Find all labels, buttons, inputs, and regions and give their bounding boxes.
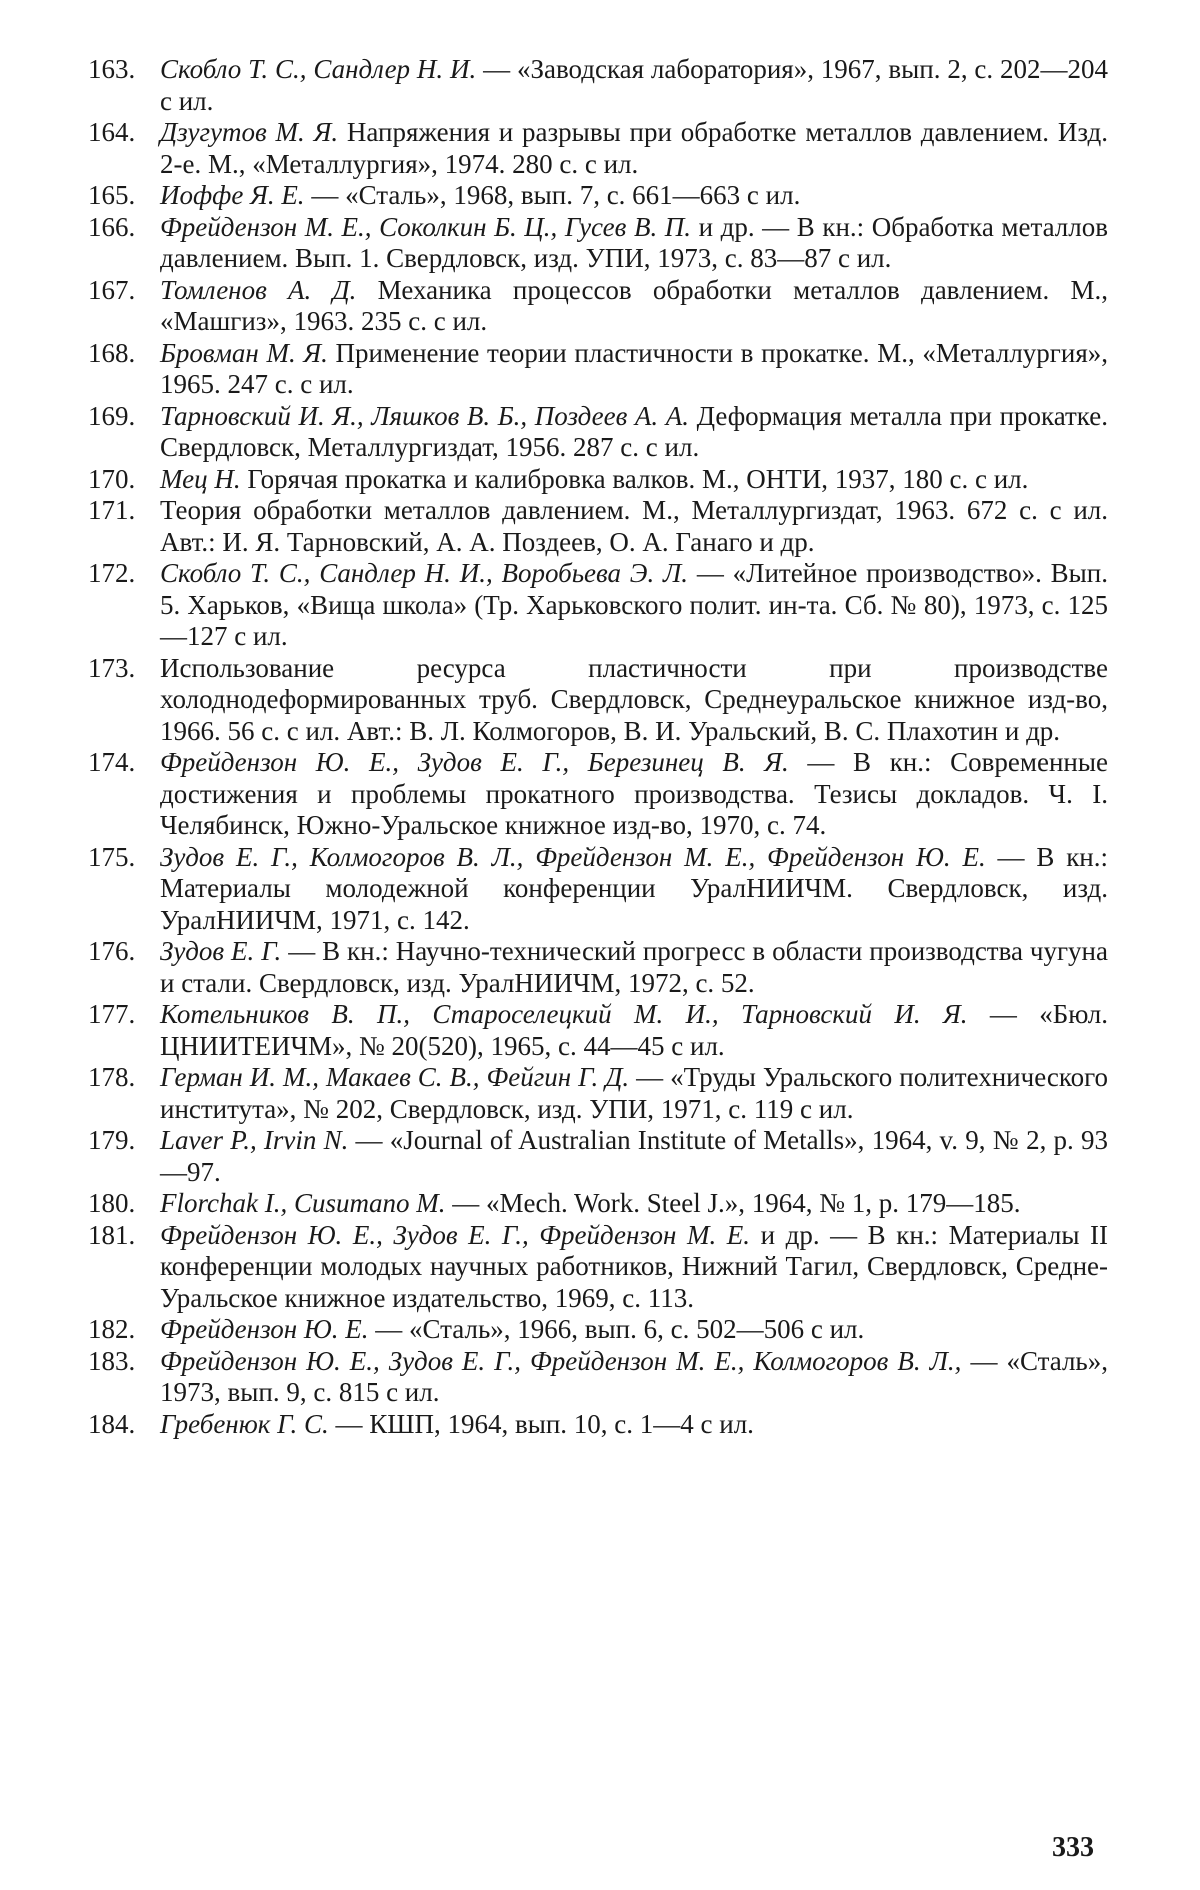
reference-text: и др. — В кн.: Материалы II конференции молодых научных работников, Нижний Тагил, Свердловск, Средне-Уральское книжное издательство, 1969, с. 113. (160, 1219, 1109, 1313)
reference-item (88, 653, 1108, 748)
reference-authors: Иоффе Я. Е. (160, 180, 305, 210)
reference-number: 178. (88, 1062, 136, 1092)
reference-authors: Бровман М. Я. (160, 337, 328, 368)
reference-authors: Томленов А. Д. (160, 274, 357, 305)
reference-number: 165. (88, 180, 136, 210)
reference-text: Горячая прокатка и калибровка валков. М., ОНТИ, 1937, 180 с. с ил. (240, 463, 1029, 494)
reference-item (88, 401, 1108, 464)
reference-number: 173. (88, 652, 136, 683)
reference-authors: Фрейдензон М. Е., Соколкин Б. Ц., Гусев В. П. (160, 211, 692, 242)
reference-item (88, 558, 1108, 653)
reference-number: 164. (88, 117, 136, 147)
reference-authors: Скобло Т. С., Сандлер Н. И. (160, 54, 477, 84)
reference-number: 174. (88, 747, 136, 777)
reference-item (88, 1125, 1108, 1188)
reference-number: 172. (88, 558, 136, 588)
reference-item (88, 999, 1108, 1062)
reference-authors: Гребенюк Г. С. (160, 1408, 329, 1439)
reference-item (88, 1346, 1108, 1409)
reference-text: и др. — В кн.: Обработка металлов давлением. Вып. 1. Свердловск, изд. УПИ, 1973, с. 83—87 с ил. (160, 211, 1108, 273)
reference-text: — В кн.: Материалы молодежной конференции УралНИИЧМ. Свердловск, изд. УралНИИЧМ, 1971, с. 142. (160, 841, 1109, 935)
reference-authors: Герман И. М., Макаев С. В., Фейгин Г. Д. (160, 1062, 630, 1092)
reference-text: — «Сталь», 1973, вып. 9, с. 815 с ил. (160, 1345, 1108, 1407)
reference-authors: Зудов Е. Г., Колмогоров В. Л., Фрейдензон М. Е., Фрейдензон Ю. Е. (160, 841, 986, 872)
reference-text: Использование ресурса пластичности при производстве холоднодеформированных труб. Свердловск, Среднеуральское книжное изд-во, 1966. 56 с. с ил. Авт.: В. Л. Колмогоров, В. И. Уральский, В. С. Плахотин и др. (160, 652, 1108, 746)
reference-number: 183. (88, 1345, 136, 1376)
reference-number: 171. (88, 495, 136, 525)
reference-authors: Тарновский И. Я., Ляшков В. Б., Поздеев А. А. (160, 400, 690, 431)
reference-text: — «Journal of Australian Institute of Metalls», 1964, v. 9, № 2, p. 93—97. (160, 1125, 1108, 1187)
reference-number: 176. (88, 936, 136, 966)
reference-text: Напряжения и разрывы при обработке металлов давлением. Изд. 2-е. М., «Металлургия», 1974. 280 с. с ил. (160, 117, 1109, 179)
reference-text: — «Труды Уральского политехнического института», № 202, Свердловск, изд. УПИ, 1971, с. 119 с ил. (160, 1062, 1108, 1124)
reference-text: Применение теории пластичности в прокатке. М., «Металлургия», 1965. 247 с. с ил. (160, 337, 1109, 399)
reference-number: 175. (88, 841, 136, 872)
reference-authors: Зудов Е. Г. (160, 936, 282, 966)
reference-number: 180. (88, 1188, 136, 1218)
reference-authors: Мец Н. (160, 463, 241, 494)
reference-text: — «Сталь», 1966, вып. 6, с. 502—506 с ил. (368, 1314, 865, 1344)
reference-number: 179. (88, 1125, 136, 1155)
reference-item (88, 842, 1108, 937)
reference-item (88, 464, 1108, 496)
reference-item (88, 1314, 1108, 1346)
reference-text: — «Бюл. ЦНИИТЕИЧМ», № 20(520), 1965, с. 44—45 с ил. (160, 999, 1108, 1061)
reference-text: — «Заводская лаборатория», 1967, вып. 2, с. 202—204 с ил. (160, 54, 1109, 116)
reference-item (88, 747, 1108, 842)
reference-item (88, 212, 1108, 275)
reference-authors: Florchak I., Cusumano M. (160, 1188, 446, 1218)
reference-list (88, 54, 1108, 1440)
reference-text: Деформация металла при прокатке. Свердловск, Металлургиздат, 1956. 287 с. с ил. (160, 400, 1108, 462)
reference-authors: Скобло Т. С., Сандлер Н. И., Воробьева Э. Л. (160, 558, 689, 588)
reference-number: 170. (88, 463, 136, 494)
reference-number: 181. (88, 1219, 136, 1250)
reference-text: — «Литейное производство». Вып. 5. Харьков, «Вища школа» (Тр. Харьковского полит. ин-та. Сб. № 80), 1973, с. 125—127 с ил. (160, 558, 1109, 651)
reference-item (88, 117, 1108, 180)
reference-text: — КШП, 1964, вып. 10, с. 1—4 с ил. (328, 1408, 754, 1439)
reference-number: 166. (88, 211, 136, 242)
reference-number: 163. (88, 54, 136, 84)
reference-number: 169. (88, 400, 136, 431)
reference-text: — «Mech. Work. Steel J.», 1964, № 1, p. 179—185. (445, 1188, 1021, 1218)
bibliography-page (88, 54, 1108, 1440)
reference-item (88, 1188, 1108, 1220)
reference-number: 177. (88, 999, 136, 1029)
reference-authors: Фрейдензон Ю. Е., Зудов Е. Г., Березинец В. Я. (160, 747, 789, 777)
reference-text: — В кн.: Современные достижения и проблемы прокатного производства. Тезисы докладов. Ч. I. Челябинск, Южно-Уральское книжное изд-во, 1970, с. 74. (160, 747, 1108, 840)
reference-item (88, 338, 1108, 401)
reference-number: 168. (88, 337, 136, 368)
reference-text: — В кн.: Научно-технический прогресс в области производства чугуна и стали. Свердловск, изд. УралНИИЧМ, 1972, с. 52. (160, 936, 1108, 998)
reference-authors: Дзугутов М. Я. (160, 117, 339, 147)
reference-item (88, 1220, 1108, 1315)
reference-authors: Фрейдензон Ю. Е. (160, 1314, 369, 1344)
reference-number: 184. (88, 1408, 136, 1439)
reference-authors: Фрейдензон Ю. Е., Зудов Е. Г., Фрейдензон М. Е. (160, 1219, 751, 1250)
reference-item (88, 1409, 1108, 1441)
reference-text: Механика процессов обработки металлов давлением. М., «Машгиз», 1963. 235 с. с ил. (160, 274, 1108, 336)
reference-item (88, 495, 1108, 558)
reference-text: Теория обработки металлов давлением. М., Металлургиздат, 1963. 672 с. с ил. Авт.: И. Я. Тарновский, А. А. Поздеев, О. А. Ганаго и др. (160, 495, 1108, 557)
reference-item (88, 54, 1108, 117)
reference-authors: Laver P., Irvin N. (160, 1125, 349, 1155)
reference-authors: Фрейдензон Ю. Е., Зудов Е. Г., Фрейдензон М. Е., Колмогоров В. Л., (160, 1345, 962, 1376)
reference-authors: Котельников В. П., Староселецкий М. И., Тарновский И. Я. (160, 999, 968, 1029)
reference-item (88, 1062, 1108, 1125)
reference-number: 167. (88, 274, 136, 305)
reference-item (88, 180, 1108, 212)
reference-item (88, 275, 1108, 338)
reference-text: — «Сталь», 1968, вып. 7, с. 661—663 с ил. (304, 180, 801, 210)
page-number: 333 (1052, 1832, 1094, 1863)
reference-number: 182. (88, 1314, 136, 1344)
reference-item (88, 936, 1108, 999)
